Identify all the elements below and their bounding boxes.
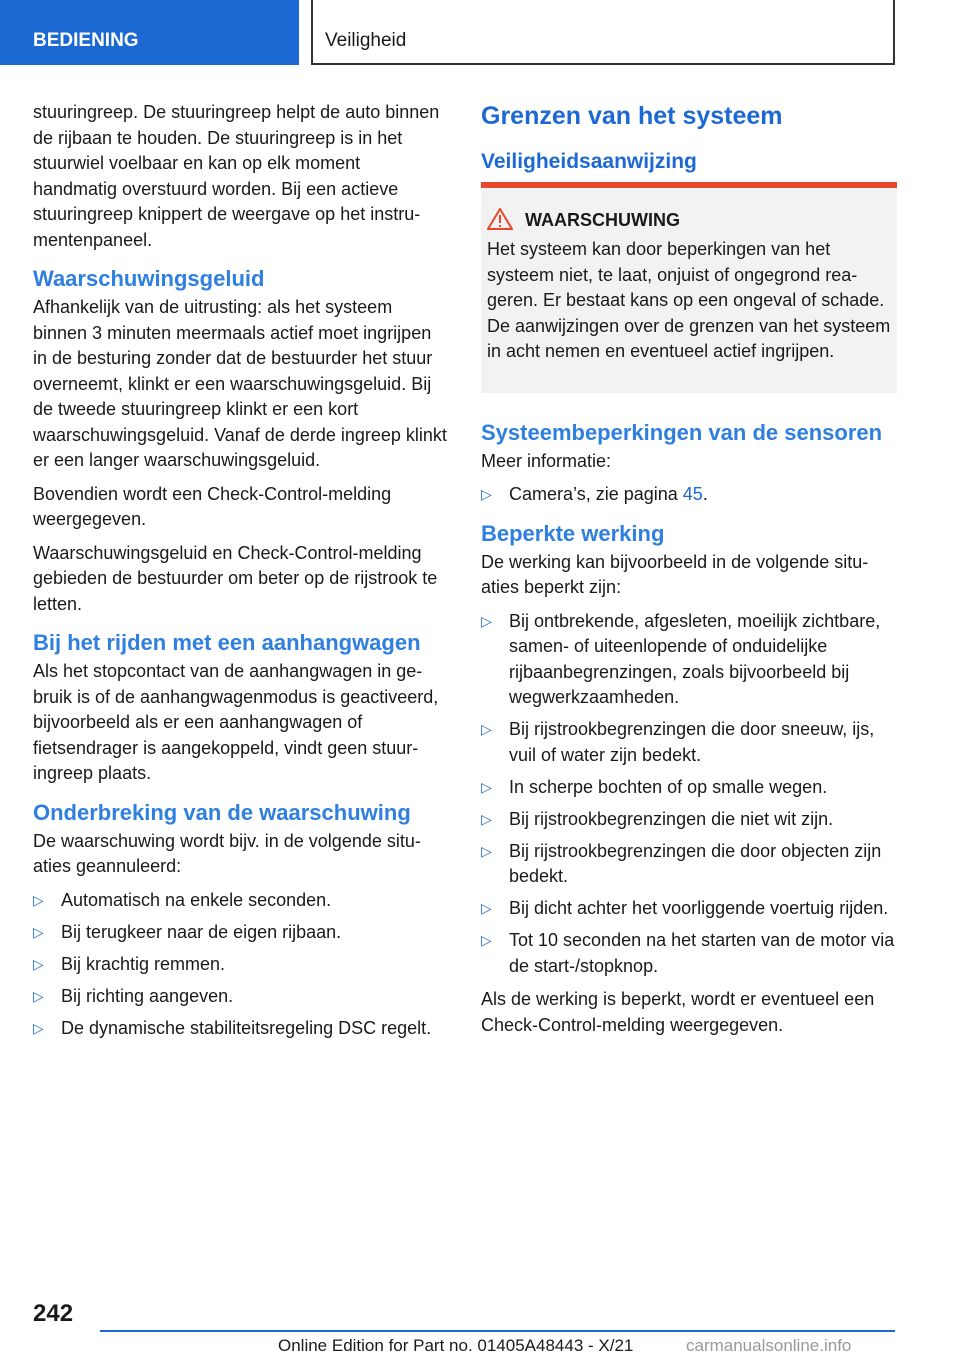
paragraph: Als het stopcontact van de aanhangwagen in gebruik is of de aanhangwagenmodus is geactiveerd, bijvoorbeeld als er een aanhangwagen of fietsendrager is aangekoppeld, vindt geen stuuringreep plaats. xyxy=(33,661,439,783)
triangle-bullet-icon: ▷ xyxy=(33,891,44,908)
chapter-title: Veiligheid xyxy=(311,0,895,65)
right-column xyxy=(481,100,897,1046)
footer-divider xyxy=(100,1330,895,1332)
heading-waarschuwingsgeluid: Waarschuwingsgeluid xyxy=(33,266,265,291)
beperkt-list xyxy=(481,609,897,980)
warning-text: Het systeem kan door beperkingen van het systeem niet, te laat, onjuist of ongegrond reageren. Er bestaat kans op een ongeval of schade. De aanwijzingen over de grenzen van het systeem in acht nemen en eventueel actief ingrijpen. xyxy=(487,239,891,361)
list-item: ▷ Camera’s, zie pagina 45. xyxy=(481,482,897,508)
page-number: 242 xyxy=(33,1300,74,1327)
heading-beperkt: Beperkte werking xyxy=(481,520,665,546)
triangle-bullet-icon: ▷ xyxy=(481,900,492,916)
warning-triangle-icon xyxy=(487,208,513,230)
list-item: ▷ Bij terugkeer naar de eigen rijbaan. xyxy=(33,920,449,946)
footer-edition: Online Edition for Part no. 01405A48443 - X/21 xyxy=(278,1336,634,1355)
heading-grenzen: Grenzen van het systeem xyxy=(481,102,783,130)
heading-aanhangwagen: Bij het rijden met een aanhangwagen xyxy=(33,630,421,655)
paragraph: Afhankelijk van de uitrusting: als het systeem binnen 3 minuten meermaals actief moet ingrijpen in de besturing zonder dat de bestuurder het stuur overneemt, klinkt er een waarschuwingsgeluid. Bij de tweede stuuringreep klinkt er een kort waarschuwingsgeluid. Vanaf de derde ingreep klinkt er een langer waarschuwingsgeluid. xyxy=(33,297,447,470)
info-list xyxy=(481,482,897,508)
warning-box xyxy=(481,182,897,393)
paragraph: De waarschuwing wordt bijv. in de volgende situaties geannuleerd: xyxy=(33,830,421,876)
list-item: ▷ Bij rijstrookbegrenzingen die niet wit zijn. xyxy=(481,807,897,833)
intro-paragraph: stuuringreep. De stuuringreep helpt de auto binnen de rijbaan te houden. De stuuringreep is in het stuurwiel voelbaar en kan op elk moment handmatig overstuurd worden. Bij een actieve stuuringreep knippert de weergave op het instrumentenpaneel. xyxy=(33,102,440,250)
paragraph: Als de werking is beperkt, wordt er eventueel een Check-Control-melding weergegeven. xyxy=(481,989,875,1035)
section-tab: BEDIENING xyxy=(0,0,299,65)
list-item: ▷ Bij richting aangeven. xyxy=(33,984,449,1010)
triangle-bullet-icon: ▷ xyxy=(481,810,492,827)
triangle-bullet-icon: ▷ xyxy=(481,842,492,859)
list-item: ▷ Bij ontbrekende, afgesleten, moeilijk zichtbare, samen- of uiteenlopende of onduidelijke rijbaanbegrenzingen, zoals bijvoorbeeld bij wegwerkzaamheden. xyxy=(481,610,881,707)
paragraph: Meer informatie: xyxy=(481,450,612,471)
paragraph: Waarschuwingsgeluid en Check-Control-melding gebieden de bestuurder om beter op de rijstrook te letten. xyxy=(33,542,438,614)
list-item: ▷ Bij rijstrookbegrenzingen die door sneeuw, ijs, vuil of water zijn bedekt. xyxy=(481,719,875,765)
list-item: ▷ Bij dicht achter het voorliggende voertuig rijden. xyxy=(481,896,897,922)
list-item: ▷ Bij rijstrookbegrenzingen die door objecten zijn bedekt. xyxy=(481,840,882,886)
list-item: ▷ De dynamische stabiliteitsregeling DSC regelt. xyxy=(33,1016,449,1042)
triangle-bullet-icon: ▷ xyxy=(481,778,492,795)
triangle-bullet-icon: ▷ xyxy=(33,955,44,972)
paragraph: De werking kan bijvoorbeeld in de volgende situaties beperkt zijn: xyxy=(481,551,869,597)
triangle-bullet-icon: ▷ xyxy=(481,486,492,502)
heading-sensoren: Systeembeperkingen van de sensoren xyxy=(481,419,883,445)
triangle-bullet-icon: ▷ xyxy=(481,932,492,948)
triangle-bullet-icon: ▷ xyxy=(33,987,44,1004)
triangle-bullet-icon: ▷ xyxy=(481,721,492,737)
triangle-bullet-icon: ▷ xyxy=(481,612,492,629)
heading-onderbreking: Onderbreking van de waarschuwing xyxy=(33,799,411,825)
page-link[interactable]: 45 xyxy=(682,484,703,504)
onderbreking-list xyxy=(33,888,449,1042)
list-item: ▷ Bij krachtig remmen. xyxy=(33,952,449,978)
warning-header: WAARSCHUWING xyxy=(487,208,891,231)
heading-veiligheid: Veiligheidsaanwijzing xyxy=(481,150,697,173)
watermark: carmanualsonline.info xyxy=(686,1336,852,1355)
paragraph: Bovendien wordt een Check-Control-melding weergegeven. xyxy=(33,483,392,529)
list-item: ▷ Automatisch na enkele seconden. xyxy=(33,888,449,914)
triangle-bullet-icon: ▷ xyxy=(33,923,44,940)
list-item: ▷ In scherpe bochten of op smalle wegen. xyxy=(481,775,897,801)
list-item: ▷ Tot 10 seconden na het starten van de motor via de start-/stopknop. xyxy=(481,930,895,976)
triangle-bullet-icon: ▷ xyxy=(33,1019,44,1036)
left-column xyxy=(33,100,449,1049)
